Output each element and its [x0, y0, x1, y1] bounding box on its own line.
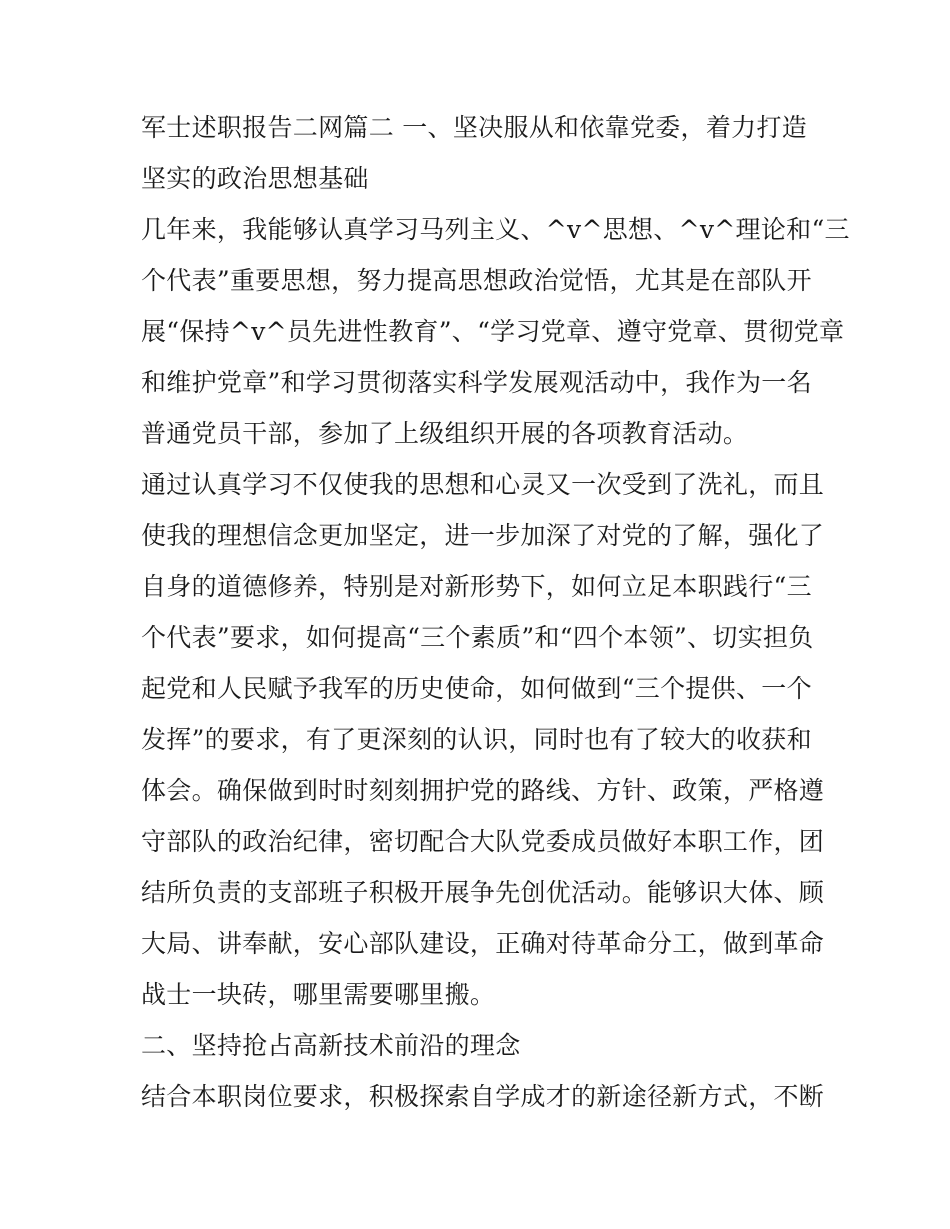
heading-line-1: 军士述职报告二网篇二 一、坚决服从和依靠党委，着力打造 [141, 113, 808, 142]
paragraph-line: 体会。确保做到时时刻刻拥护党的路线、方针、政策，严格遵 [141, 776, 825, 805]
paragraph-line: 和维护党章”和学习贯彻落实科学发展观活动中，我作为一名 [141, 368, 812, 397]
paragraph-line: 起党和人民赋予我军的历史使命，如何做到“三个提供、一个 [141, 674, 812, 703]
paragraph-line: 大局、讲奉献，安心部队建设，正确对待革命分工，做到革命 [141, 929, 825, 958]
paragraph-line: 几年来，我能够认真学习马列主义、^v^思想、^v^理论和“三 [141, 215, 850, 244]
paragraph-line: 个代表”重要思想，努力提高思想政治觉悟，尤其是在部队开 [141, 266, 812, 295]
paragraph-line: 结所负责的支部班子积极开展争先创优活动。能够识大体、顾 [141, 878, 825, 907]
heading-line-2: 坚实的政治思想基础 [141, 164, 369, 193]
paragraph-line: 使我的理想信念更加坚定，进一步加深了对党的了解，强化了 [141, 521, 825, 550]
section-heading: 二、坚持抢占高新技术前沿的理念 [141, 1031, 521, 1060]
paragraph-line: 展“保持^v^员先进性教育”、“学习党章、遵守党章、贯彻党章 [141, 317, 845, 346]
paragraph-line: 守部队的政治纪律，密切配合大队党委成员做好本职工作，团 [141, 827, 825, 856]
paragraph-line: 个代表”要求，如何提高“三个素质”和“四个本领”、切实担负 [141, 623, 814, 652]
paragraph-line: 发挥”的要求，有了更深刻的认识，同时也有了较大的收获和 [141, 725, 812, 754]
paragraph-line: 通过认真学习不仅使我的思想和心灵又一次受到了洗礼，而且 [141, 470, 825, 499]
paragraph-line: 自身的道德修养，特别是对新形势下，如何立足本职践行“三 [141, 572, 812, 601]
paragraph-line: 普通党员干部，参加了上级组织开展的各项教育活动。 [141, 419, 749, 448]
paragraph-line: 结合本职岗位要求，积极探索自学成才的新途径新方式，不断 [141, 1082, 825, 1111]
paragraph-line: 战士一块砖，哪里需要哪里搬。 [141, 980, 496, 1009]
